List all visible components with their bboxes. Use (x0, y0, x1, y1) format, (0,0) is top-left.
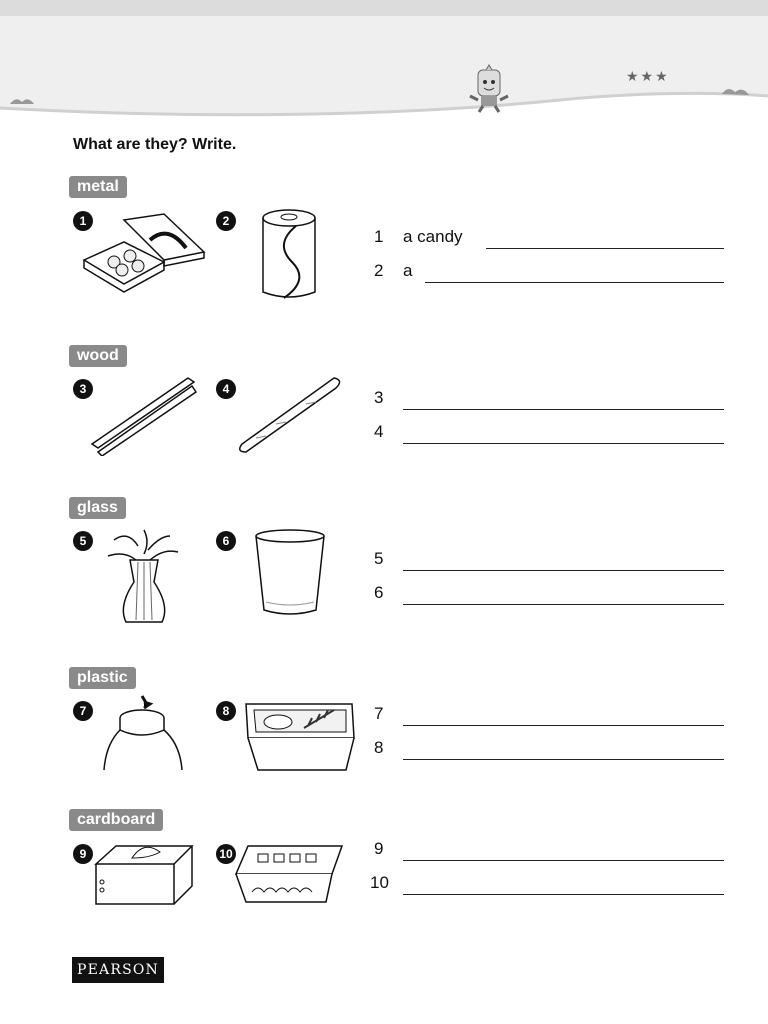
answer-number: 6 (374, 583, 384, 602)
category-tag-plastic: plastic (69, 667, 136, 689)
answer-number: 10 (370, 873, 389, 892)
chopsticks-icon (88, 374, 200, 456)
header-band (0, 16, 768, 48)
answer-blank[interactable] (403, 894, 724, 895)
category-tag-wood: wood (69, 345, 127, 367)
item-number: 10 (216, 844, 236, 864)
top-band (0, 0, 768, 16)
answer-blank[interactable] (403, 570, 724, 571)
item-number: 5 (73, 531, 93, 551)
answer-prefix: a (403, 261, 413, 280)
answer-line-6[interactable] (374, 583, 724, 607)
answer-line-4[interactable] (374, 422, 724, 446)
ice-pop-stick-icon (236, 374, 344, 456)
answer-blank[interactable] (403, 409, 724, 410)
answer-blank[interactable] (403, 725, 724, 726)
soda-can-icon (258, 206, 320, 302)
category-tag-metal: metal (69, 176, 127, 198)
item-number: 1 (73, 211, 93, 231)
answer-number: 7 (374, 704, 384, 723)
answer-line-1[interactable] (374, 227, 724, 251)
answer-line-5[interactable] (374, 549, 724, 573)
item-number: 7 (73, 701, 93, 721)
answer-number: 8 (374, 738, 384, 757)
item-number: 3 (73, 379, 93, 399)
difficulty-stars: ★★★ (626, 68, 670, 84)
answer-blank[interactable] (425, 282, 724, 283)
tissue-box-icon (92, 838, 196, 910)
item-number: 2 (216, 211, 236, 231)
answer-blank[interactable] (403, 860, 724, 861)
mascot-icon (466, 64, 512, 114)
bottle-cap-icon (100, 694, 186, 774)
answer-blank[interactable] (486, 248, 724, 249)
instruction-title: What are they? Write. (73, 136, 237, 153)
item-number: 8 (216, 701, 236, 721)
answer-number: 9 (374, 839, 384, 858)
answer-number: 2 (374, 261, 384, 280)
drinking-glass-icon (252, 528, 328, 618)
answer-line-9[interactable] (374, 839, 724, 863)
vase-icon (104, 526, 184, 628)
item-number: 4 (216, 379, 236, 399)
category-tag-glass: glass (69, 497, 126, 519)
answer-blank[interactable] (403, 443, 724, 444)
answer-blank[interactable] (403, 604, 724, 605)
answer-number: 5 (374, 549, 384, 568)
publisher-logo: PEARSON (72, 957, 164, 983)
answer-number: 1 (374, 227, 384, 246)
answer-line-10[interactable] (370, 873, 724, 897)
item-number: 6 (216, 531, 236, 551)
answer-line-3[interactable] (374, 388, 724, 412)
item-number: 9 (73, 844, 93, 864)
answer-prefix: a candy (403, 227, 463, 246)
answer-line-8[interactable] (374, 738, 724, 762)
candy-box-icon (80, 210, 208, 298)
header-wave (0, 48, 768, 128)
egg-carton-icon (232, 840, 348, 910)
answer-number: 4 (374, 422, 384, 441)
answer-number: 3 (374, 388, 384, 407)
answer-line-2[interactable] (374, 261, 724, 285)
answer-line-7[interactable] (374, 704, 724, 728)
food-tray-icon (242, 698, 360, 774)
answer-blank[interactable] (403, 759, 724, 760)
category-tag-cardboard: cardboard (69, 809, 163, 831)
